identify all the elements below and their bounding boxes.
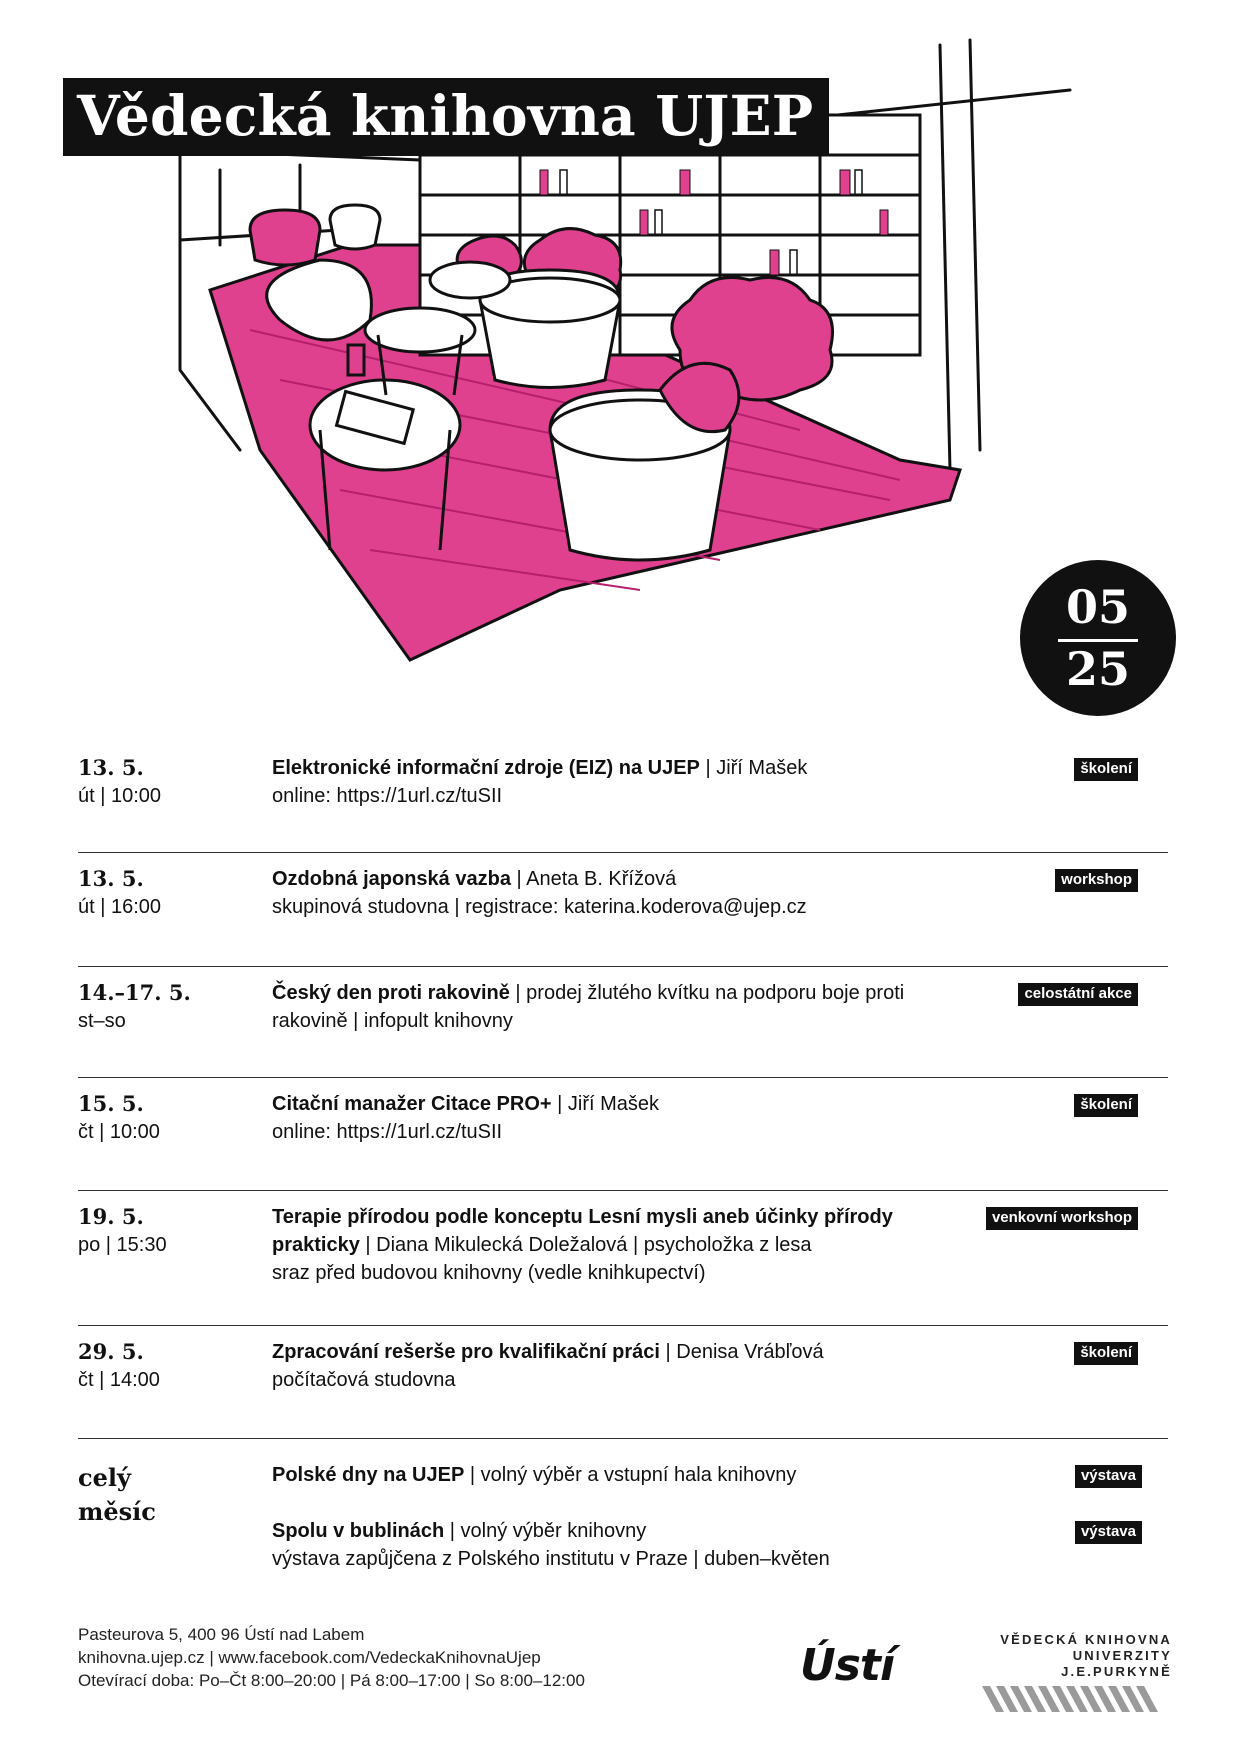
event-time: čt | 10:00 bbox=[78, 1121, 160, 1143]
event-item bbox=[78, 1078, 1168, 1191]
event-details: | Diana Mikulecká Doležalová | psycholožka z lesa bbox=[359, 1234, 812, 1256]
event-time: út | 10:00 bbox=[78, 785, 162, 807]
event-tag: školení bbox=[1074, 1094, 1138, 1117]
event-title: Ozdobná japonská vazba bbox=[272, 868, 511, 890]
city-logo: Ústí bbox=[800, 1640, 895, 1691]
event-location: online: https://1url.cz/tuSII bbox=[272, 1121, 503, 1143]
event-date: 13. 5. bbox=[78, 755, 144, 780]
library-logo-stripes bbox=[982, 1686, 1172, 1712]
event-location: sraz před budovou knihovny (vedle knihkupectví) bbox=[272, 1262, 706, 1284]
whole-month-events bbox=[78, 1439, 1168, 1573]
event-time: po | 15:30 bbox=[78, 1234, 167, 1256]
event-tag: výstava bbox=[1075, 1465, 1142, 1488]
footer-links: knihovna.ujep.cz | www.facebook.com/VedeckaKnihovnaUjep bbox=[78, 1648, 541, 1667]
page-title: Vědecká knihovna UJEP bbox=[63, 78, 829, 156]
coffee-table-middle bbox=[365, 308, 475, 352]
event-title: Český den proti rakovině bbox=[272, 982, 510, 1004]
event-tag: workshop bbox=[1055, 869, 1138, 892]
event-details: | Denisa Vrábľová bbox=[659, 1341, 824, 1363]
month-badge-year: 25 bbox=[1065, 642, 1130, 696]
event-description bbox=[272, 865, 952, 921]
event-tag: výstava bbox=[1075, 1521, 1142, 1544]
event-title: Zpracování rešerše pro kvalifikační práci bbox=[272, 1341, 660, 1363]
event-date: 13. 5. bbox=[78, 866, 144, 891]
month-badge bbox=[1020, 560, 1176, 716]
event-description bbox=[272, 1338, 952, 1394]
event-location: skupinová studovna | registrace: katerina.koderova@ujep.cz bbox=[272, 896, 807, 918]
event-date: 14.–17. 5. bbox=[78, 980, 191, 1005]
event-details: | prodej žlutého kvítku na podporu boje proti rakovině | infopult knihovny bbox=[272, 982, 905, 1032]
library-logo-line2: UNIVERZITY J.E.PURKYNĚ bbox=[1061, 1648, 1172, 1679]
event-location: počítačová studovna bbox=[272, 1369, 456, 1391]
library-logo-line1: VĚDECKÁ KNIHOVNA bbox=[1000, 1632, 1172, 1647]
event-item bbox=[78, 1326, 1168, 1439]
event-title: Citační manažer Citace PRO+ bbox=[272, 1093, 552, 1115]
footer-info bbox=[78, 1623, 585, 1692]
event-title: Polské dny na UJEP bbox=[272, 1464, 465, 1486]
event-item bbox=[78, 967, 1168, 1078]
event-item bbox=[78, 1191, 1168, 1326]
event-description bbox=[272, 979, 912, 1035]
event-location: online: https://1url.cz/tuSII bbox=[272, 785, 503, 807]
event-details: | Jiří Mašek bbox=[551, 1093, 659, 1115]
event-details: | volný výběr a vstupní hala knihovny bbox=[464, 1464, 797, 1486]
event-time: st–so bbox=[78, 1010, 126, 1032]
event-title: Elektronické informační zdroje (EIZ) na UJEP bbox=[272, 757, 700, 779]
event-details: | volný výběr knihovny bbox=[444, 1520, 647, 1542]
event-time: út | 16:00 bbox=[78, 896, 162, 918]
event-tag: celostátní akce bbox=[1018, 983, 1138, 1006]
event-description bbox=[272, 1203, 922, 1287]
event-date: 29. 5. bbox=[78, 1339, 144, 1364]
event-date: 19. 5. bbox=[78, 1204, 144, 1229]
event-tag: školení bbox=[1074, 758, 1138, 781]
small-stool bbox=[430, 262, 510, 298]
event-item bbox=[78, 853, 1168, 967]
event-item bbox=[272, 1517, 1172, 1573]
event-date: 15. 5. bbox=[78, 1091, 144, 1116]
event-details: | Jiří Mašek bbox=[699, 757, 808, 779]
event-item bbox=[272, 1461, 1172, 1489]
event-details: | Aneta B. Křížová bbox=[510, 868, 677, 890]
whole-month-label: měsíc bbox=[78, 1497, 156, 1526]
event-tag: venkovní workshop bbox=[986, 1207, 1138, 1230]
footer-address: Pasteurova 5, 400 96 Ústí nad Labem bbox=[78, 1625, 365, 1644]
whole-month-label: celý bbox=[78, 1463, 131, 1492]
event-description bbox=[272, 754, 952, 810]
event-location: výstava zapůjčena z Polského institutu v Praze | duben–květen bbox=[272, 1548, 830, 1570]
event-item bbox=[78, 742, 1168, 853]
library-logo bbox=[982, 1632, 1172, 1712]
month-badge-month: 05 bbox=[1065, 580, 1130, 634]
event-time: čt | 14:00 bbox=[78, 1369, 160, 1391]
event-tag: školení bbox=[1074, 1342, 1138, 1365]
event-list bbox=[78, 742, 1168, 1573]
event-title: Spolu v bublinách bbox=[272, 1520, 445, 1542]
event-description bbox=[272, 1090, 952, 1146]
event-title: Terapie přírodou podle konceptu Lesní mysli aneb účinky přírody prakticky bbox=[272, 1206, 893, 1256]
footer-hours: Otevírací doba: Po–Čt 8:00–20:00 | Pá 8:00–17:00 | So 8:00–12:00 bbox=[78, 1671, 585, 1690]
